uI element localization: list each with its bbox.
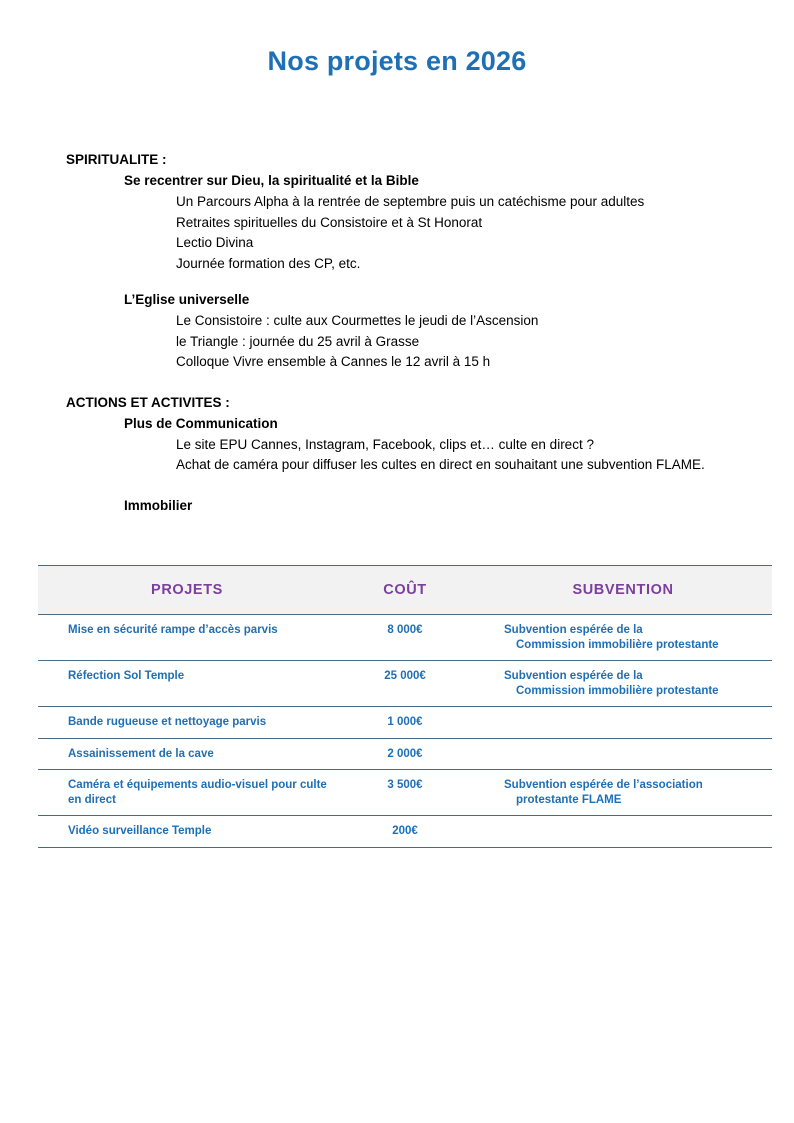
subsection-heading: Plus de Communication <box>124 415 278 431</box>
page-title: Nos projets en 2026 <box>267 46 527 76</box>
subvention-line-2: Commission immobilière protestante <box>516 684 719 697</box>
body-line: Journée formation des CP, etc. <box>176 255 361 271</box>
table-row <box>38 707 772 739</box>
subvention-line-1: Subvention espérée de la <box>504 670 643 682</box>
section-spiritualite <box>66 152 756 373</box>
cell-projet: Caméra et équipements audio-visuel pour culte en direct <box>38 770 336 816</box>
cell-cout: 8 000€ <box>336 615 474 661</box>
section-heading: SPIRITUALITE : <box>66 152 167 167</box>
body-line: Lectio Divina <box>176 235 254 250</box>
document-body <box>66 152 756 517</box>
spacer <box>66 373 756 395</box>
table-header <box>38 566 772 615</box>
subsection-heading: Immobilier <box>124 497 193 513</box>
subvention-line-1: Subvention espérée de la <box>504 624 643 636</box>
cell-cout: 2 000€ <box>336 738 474 770</box>
body-line: Achat de caméra pour diffuser les cultes en direct en souhaitant une subvention FLAME. <box>176 457 705 472</box>
cell-subvention <box>474 738 772 770</box>
cell-subvention <box>474 770 772 816</box>
column-header-cout: COÛT <box>336 566 474 615</box>
table-row <box>38 615 772 661</box>
cell-cout: 3 500€ <box>336 770 474 816</box>
projects-table-wrapper <box>38 565 748 848</box>
cell-cout: 200€ <box>336 816 474 848</box>
table-row <box>38 738 772 770</box>
projects-table <box>38 565 772 848</box>
subvention-line-2: Commission immobilière protestante <box>516 638 719 651</box>
cell-subvention <box>474 816 772 848</box>
section-heading: ACTIONS ET ACTIVITES : <box>66 394 230 410</box>
subsection-heading: L’Eglise universelle <box>124 292 250 307</box>
body-line: Le site EPU Cannes, Instagram, Facebook, clips et… culte en direct ? <box>176 436 594 452</box>
cell-subvention <box>474 615 772 661</box>
cell-subvention <box>474 707 772 739</box>
spacer <box>66 476 756 498</box>
table-row <box>38 816 772 848</box>
section-actions-et-activites <box>66 395 756 513</box>
cell-projet: Assainissement de la cave <box>38 738 336 770</box>
column-header-projets: PROJETS <box>38 566 336 615</box>
column-header-subvention: SUBVENTION <box>474 566 772 615</box>
spacer <box>66 274 756 292</box>
subvention-line-2: protestante FLAME <box>516 793 622 806</box>
cell-cout: 1 000€ <box>336 707 474 739</box>
subvention-line-1: Subvention espérée de l’association <box>504 779 703 791</box>
cell-cout: 25 000€ <box>336 661 474 707</box>
body-line: Un Parcours Alpha à la rentrée de septembre puis un catéchisme pour adultes <box>176 194 645 209</box>
cell-subvention <box>474 661 772 707</box>
body-line: le Triangle : journée du 25 avril à Grasse <box>176 333 420 349</box>
table-row <box>38 770 772 816</box>
cell-projet: Vidéo surveillance Temple <box>38 816 336 848</box>
table-header-row <box>38 566 772 615</box>
body-line: Le Consistoire : culte aux Courmettes le jeudi de l’Ascension <box>176 313 539 328</box>
body-line: Colloque Vivre ensemble à Cannes le 12 avril à 15 h <box>176 354 491 369</box>
body-line: Retraites spirituelles du Consistoire et à St Honorat <box>176 214 483 230</box>
table-body <box>38 615 772 848</box>
cell-projet: Réfection Sol Temple <box>38 661 336 707</box>
cell-projet: Mise en sécurité rampe d’accès parvis <box>38 615 336 661</box>
cell-projet: Bande rugueuse et nettoyage parvis <box>38 707 336 739</box>
subsection-heading: Se recentrer sur Dieu, la spiritualité et la Bible <box>124 173 419 188</box>
table-row <box>38 661 772 707</box>
